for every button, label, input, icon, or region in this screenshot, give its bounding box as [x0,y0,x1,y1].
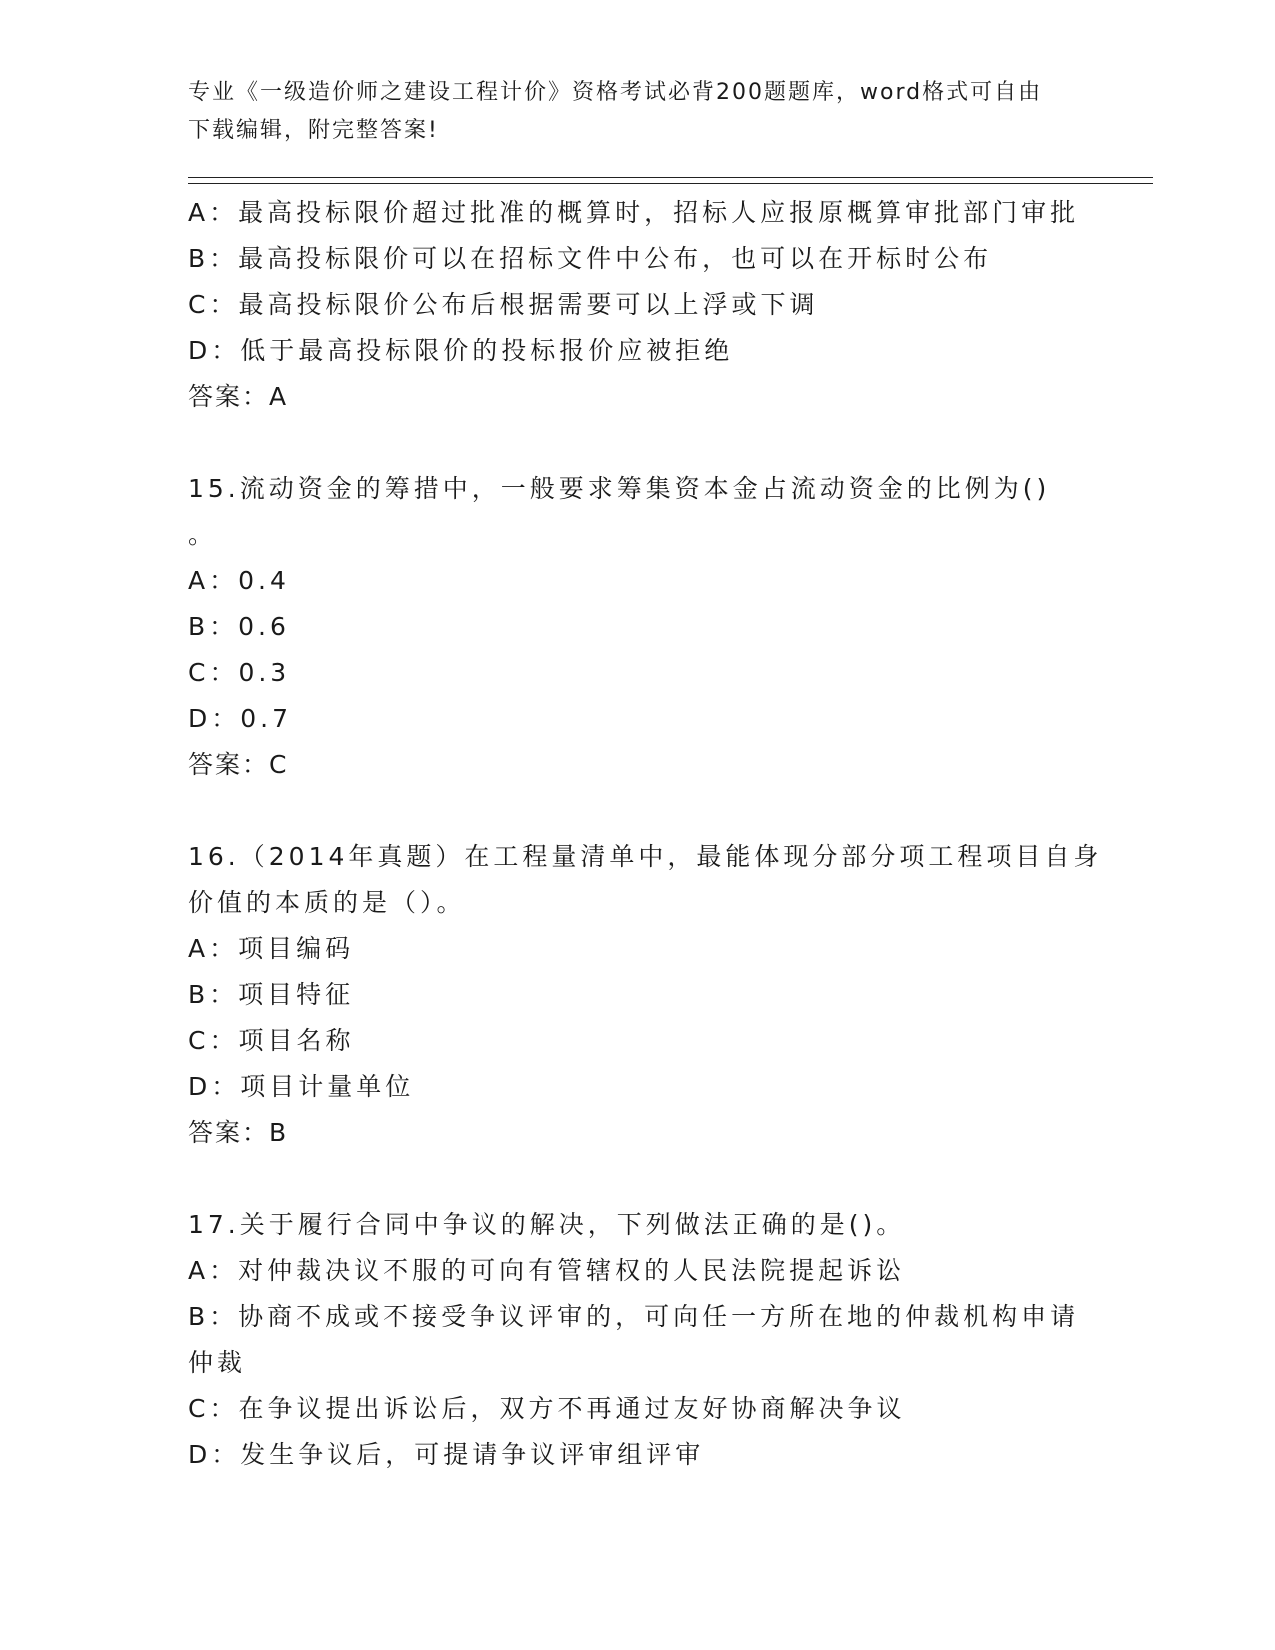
header-line-1: 专业《一级造价师之建设工程计价》资格考试必背200题题库，word格式可自由 [188,80,1043,105]
option-b: B：协商不成或不接受争议评审的，可向任一方所在地的仲裁机构申请 [188,1302,1080,1331]
answer: 答案：C [188,750,289,779]
question-14 [188,190,1088,420]
question-stem-cont: 。 [188,520,218,549]
question-stem: 17.关于履行合同中争议的解决，下列做法正确的是()。 [188,1210,906,1239]
header-line-2: 下载编辑，附完整答案! [188,118,439,143]
option-c: C：0.3 [188,658,291,687]
header-rule-bottom [188,183,1153,184]
header-rule-top [188,177,1153,178]
option-a: A：对仲裁决议不服的可向有管辖权的人民法院提起诉讼 [188,1256,906,1285]
option-c: C：最高投标限价公布后根据需要可以上浮或下调 [188,290,819,319]
option-d: D：0.7 [188,704,293,733]
document-header [188,74,1088,150]
option-d: D：低于最高投标限价的投标报价应被拒绝 [188,336,734,365]
option-a: A：最高投标限价超过批准的概算时，招标人应报原概算审批部门审批 [188,198,1080,227]
answer: 答案：A [188,382,289,411]
spacer [188,420,1088,466]
option-c: C：在争议提出诉讼后，双方不再通过友好协商解决争议 [188,1394,906,1423]
option-b: B：0.6 [188,612,290,641]
option-a: A：0.4 [188,566,290,595]
question-16 [188,834,1103,1156]
question-stem: 16.（2014年真题）在工程量清单中，最能体现分部分项工程项目自身 [188,842,1103,871]
option-b-cont: 仲裁 [188,1348,247,1377]
option-b: B：项目特征 [188,980,355,1009]
option-c: C：项目名称 [188,1026,355,1055]
question-stem: 15.流动资金的筹措中，一般要求筹集资本金占流动资金的比例为() [188,474,1051,503]
question-stem-cont: 价值的本质的是（）。 [188,888,466,917]
option-d: D：项目计量单位 [188,1072,415,1101]
option-d: D：发生争议后，可提请争议评审组评审 [188,1440,705,1469]
question-list [188,190,1103,1478]
spacer [188,1156,1088,1202]
spacer [188,788,1088,834]
option-a: A：项目编码 [188,934,355,963]
answer: 答案：B [188,1118,289,1147]
question-17 [188,1202,1088,1478]
question-15 [188,466,1088,788]
option-b: B：最高投标限价可以在招标文件中公布，也可以在开标时公布 [188,244,993,273]
